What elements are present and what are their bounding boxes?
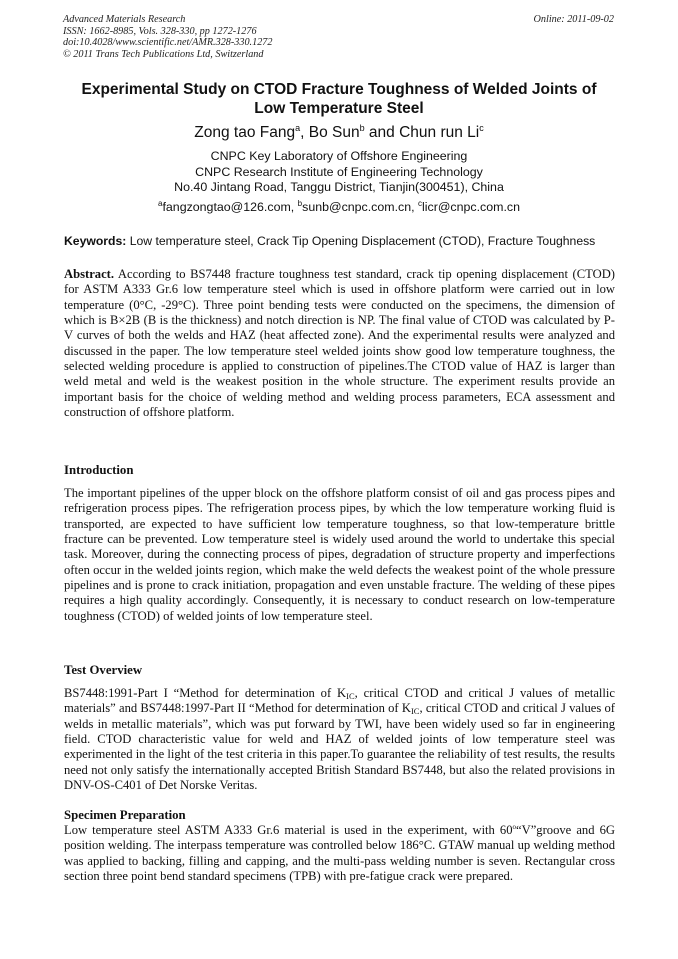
- affiliation-line-2: CNPC Research Institute of Engineering Technology: [195, 164, 483, 179]
- affiliation: [40, 149, 638, 196]
- test-overview-part-3: , critical CTOD and critical J values of welds in metallic materials”, which was put forward by TWI, have been widely used so far in engineering field. CTOD characteristic value for weld and HAZ of welded joints of low temperature steel was experimented in the light of the test criteria in this paper.To guarantee the reliability of test results, the results need not only satisfy the internationally accepted British Standard BS7448, but also the related provisions in DNV-OS-C401 of Det Norske Veritas.: [64, 701, 615, 793]
- introduction-text: The important pipelines of the upper block on the offshore platform consist of oil and gas process pipes and refrigeration process pipes. The refrigeration process pipes, by which the low temperature working fluid is transported, are expected to have sufficient low temperature toughness, so that low-temperature brittle fracture can be prevented. Low temperature steel is widely used around the world to undertake this special task. Moreover, during the connecting process of pipes, degradation of structure property and imperfections often occur in the welded joints region, which make the weld defects the weakest point of the whole pressure pipelines and is prone to crack initiation, propagation and even unstable fracture. The welding of these pipes requires a high quality accordingly. Consequently, it is necessary to conduct research on low-temperature toughness (CTOD) of welded joints of low temperature steel.: [64, 486, 615, 623]
- author-2: , Bo Sun: [300, 124, 360, 141]
- email-c: licr@cnpc.com.cn: [422, 200, 520, 214]
- email-list: [40, 200, 638, 215]
- test-overview-part-1: BS7448:1991-Part I “Method for determination of K: [64, 686, 347, 700]
- abstract-label: Abstract.: [64, 267, 115, 281]
- journal-header: [63, 14, 272, 60]
- specimen-part-1: Low temperature steel ASTM A333 Gr.6 material is used in the experiment, with 60: [64, 823, 513, 837]
- email-a: fangzongtao@126.com,: [162, 200, 298, 214]
- email-c-marker: c: [418, 199, 423, 208]
- author-1: Zong tao Fang: [194, 124, 296, 141]
- author-list: [40, 123, 638, 142]
- keywords: [64, 234, 624, 249]
- issn-line: ISSN: 1662-8985, Vols. 328-330, pp 1272-1276: [63, 25, 257, 37]
- abstract-text: According to BS7448 fracture toughness test standard, crack tip opening displacement (CTOD) for ASTM A333 Gr.6 low temperature steel which is used in offshore platform were carried out in low temperature (0°C, -29°C). Three point bending tests were conducted on the specimens, the dimension of which is B×2B (B is the thickness) and notch direction is NP. The final value of CTOD was calculated by P-V curves of both the welds and HAZ (heat affected zone). And the experimental results were analyzed and discussed in the paper. The low temperature steel welded joints show good low temperature toughness, the selected welding procedure is applied to construction of pipelines.The CTOD value of HAZ is larger than weld metal and weld is the weakest position in the whole structure. The experiment results provide an important basis for the choice of welding method and welding process parameters, ECA assessment and construction of offshore platform.: [64, 267, 615, 420]
- affiliation-line-3: No.40 Jintang Road, Tanggu District, Tianjin(300451), China: [174, 180, 504, 194]
- email-a-marker: a: [158, 199, 163, 208]
- online-date: Online: 2011-09-02: [533, 14, 614, 25]
- affiliation-line-1: CNPC Key Laboratory of Offshore Engineering: [210, 149, 468, 163]
- specimen-part-2: “V”groove and 6G position welding. The interpass temperature was controlled below 186°C. GTAW manual up welding method was applied to backing, filling and capping, and the multi-pass welding number is seven. Rectangular cross section three point bend standard specimens (TPB) with pre-fatigue crack were prepared.: [64, 823, 615, 884]
- specimen-heading: Specimen Preparation: [64, 808, 186, 822]
- author-3-affil: c: [479, 123, 484, 133]
- keywords-label: Keywords:: [64, 234, 127, 248]
- specimen-text: [64, 823, 615, 884]
- email-b-marker: b: [297, 199, 303, 208]
- paper-title: [40, 80, 638, 118]
- test-overview-text: [64, 686, 615, 793]
- keywords-text: Low temperature steel, Crack Tip Opening Displacement (CTOD), Fracture Toughness: [126, 234, 596, 248]
- introduction-heading: Introduction: [64, 463, 134, 477]
- author-1-affil: a: [295, 123, 301, 133]
- title-line-2: Low Temperature Steel: [254, 100, 424, 117]
- abstract: [64, 267, 615, 420]
- kic-subscript-2: IC: [410, 706, 420, 717]
- degree-marker: o: [512, 823, 517, 831]
- author-2-affil: b: [359, 123, 365, 133]
- test-overview-part-2: , critical CTOD and critical J values of metallic materials” and BS7448:1997-Part II “Method for determination of K: [64, 686, 615, 716]
- email-b: sunb@cnpc.com.cn,: [302, 200, 419, 214]
- title-line-1: Experimental Study on CTOD Fracture Toughness of Welded Joints of: [81, 81, 597, 98]
- kic-subscript-1: IC: [346, 691, 355, 701]
- test-overview-heading: Test Overview: [64, 663, 143, 677]
- copyright-line: © 2011 Trans Tech Publications Ltd, Switzerland: [63, 48, 264, 60]
- doi-line: doi:10.4028/www.scientific.net/AMR.328-330.1272: [63, 37, 273, 49]
- journal-name: Advanced Materials Research: [63, 14, 186, 25]
- author-3: and Chun run Li: [364, 124, 480, 141]
